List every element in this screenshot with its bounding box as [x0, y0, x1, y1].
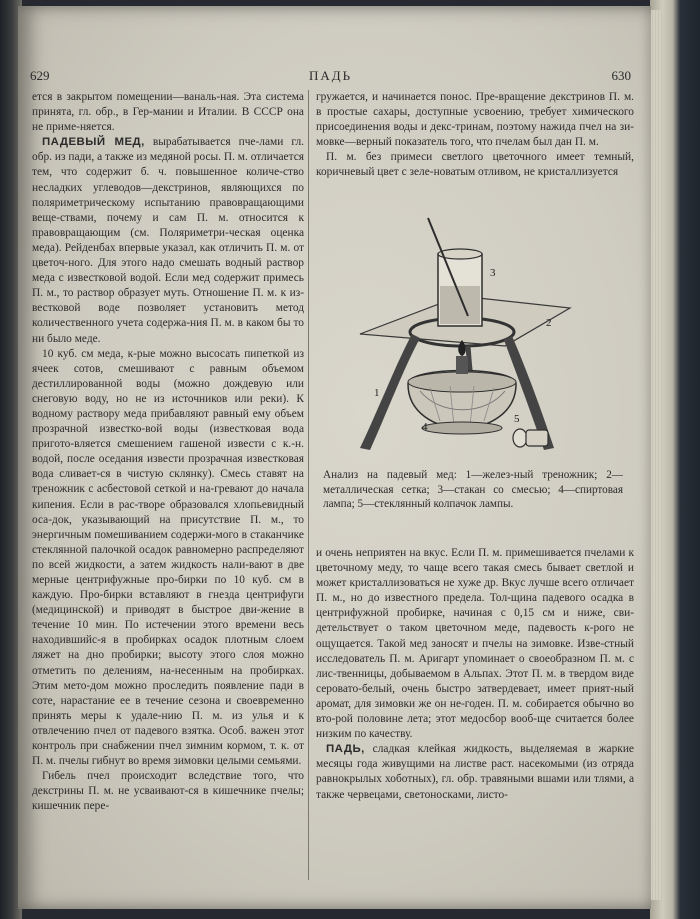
figure-caption: Анализ на падевый мед: 1—желез-ный треножник; 2—металлическая сетка; 3—стакан со смесью; 4—спиртовая лампа; 5—стеклянный колпачок лампы.	[323, 469, 623, 511]
death-paragraph: Гибель пчел происходит вследствие того, что декстрины П. м. не усваивают-ся в кишечнике пчелы; кишечник пере-	[32, 770, 304, 813]
figure-label-1: 1	[374, 387, 380, 399]
continued-text: гружается, и начинается понос. Пре-вращение декстринов П. м. в простые сахары, доступные усвоению, требует химического присоединения воды и декс-тринам, поэтому нажида пчел на зи-мовке—верный показатель того, что пчелам был дан П. м.	[316, 91, 634, 149]
entry-padj	[316, 742, 634, 802]
right-column-bottom	[316, 546, 634, 886]
entry-heading-padj: ПАДЬ,	[326, 743, 365, 756]
book-page	[18, 6, 651, 909]
entry-text: вырабатывается пче-лами гл. обр. из пади, а также из медяной росы. П. м. отличается тем, что содержит б. ч. повышенное количе-ство несладких углеводов—декстринов, являющихся по поляриметрическому испытанию правовращающими веще-ствами, почему и сам П. м. относится к правовращающим (см. Поляриметри-ческая оценка меда). Рейденбах впервые указал, как отличить П. м. от цветоч-ного. Для этого надо смешать водный раствор меда с известковой водой. Если мед содержит примесь П. м., то раствор образует муть. Отношение П. м. к из-вестковой воде позволяет установить метод количественного учета содержа-ния П. м. в каком бы то ни было меде.	[32, 136, 304, 345]
color-paragraph: П. м. без примеси светлого цветочного имеет темный, коричневый цвет с зеле-новатым отливом, не кристаллизуется	[316, 151, 634, 179]
figure-label-4: 4	[422, 421, 428, 433]
entry-padevyi-med	[32, 135, 304, 346]
taste-paragraph: и очень неприятен на вкус. Если П. м. примешивается пчелами к цветочному меду, то чаще всего такая смесь бывает светлой и может кристаллизоваться не хуже др. Вкус лучше всего отличает П. м., но до известного предела. Тол-щина падевого осадка в центрифужной пробирке, начиная с 0,15 см и ниже, сви-детельствует о таком цветочном меде, падевость к-рого не ощущается. Такой мед заносят и пчелы на зимовке. Изве-стный исследователь П. м. Аригарт упоминает о своеобразном П. м. с лис-твенницы, добываемом в Альпах. Этот П. м. в твердом виде серовато-белый, очень быстро затвердевает, имеет прият-ный аромат, для зимовки же он не-годен. П. м. собирается обычно во вто-рой половине лета; этот медосбор вооб-ще считается более низким по качеству.	[316, 547, 634, 741]
figure-label-5: 5	[514, 413, 520, 425]
figure-label-2: 2	[546, 317, 552, 329]
method-paragraph: 10 куб. см меда, к-рые можно высосать пипеткой из ячеек сотов, смешивают с равным объемом дестиллированной воды (можно дождевую или снеговую воду, но не из источников или реки). К водному раствору меда прибавляют равный ему объем прозрачной известко-вой воды (известковая вода пригото-вляется смешением гашеной извести с к.-н. водой, после оседания извести прозрачная известковая вода сливает-ся в чистую склянку). Смесь ставят на треножник с асбестовой сеткой и на-гревают до начала кипения. Если в рас-творе образовался хлопьевидный оса-док, указывающий на присутствие П. м., то энергичным помешиванием содержи-мого в стаканчике стеклянной палочкой осадок равномерно распределяют по всей жидкости, а затем жидкость нали-вают в две мерные центрифужные про-бирки по 10 куб. см в каждую. Про-бирки вставляют в гнезда центрифуги (медицинской) и приводят в быстрое дви-жение в течение 10 мин. По истечении этого времени весь находившийс-я в пробирках осадок плотным слоем ляжет на дно пробирки; высоту этого слоя можно отметить по делениям, на-несенным на пробирках. Этим мето-дом можно проследить появление пади в соте, нарастание ее в течение сезона и своевременно принять меры к удале-нию П. м. из улья и к отвлечению пчел от падевого взятка. Особ. важен этот контроль при снабжении пчел зимним кормом, т. к. от П. м. пчелы гибнут во время зимовки целыми семьями.	[32, 347, 304, 768]
page-header	[30, 68, 631, 88]
entry-text-padj: сладкая клейкая жидкость, выделяемая в жаркие месяцы года живущими на листве раст. насекомыми (из отряда равнокрылых хоботных), гл. обр. травяными вшами или тлями, а также червецами, светоносками, листо-	[316, 743, 634, 801]
column-divider	[308, 90, 309, 880]
running-title: ПАДЬ	[308, 68, 353, 83]
right-column-top	[316, 90, 634, 210]
entry-heading: ПАДЕВЫЙ МЕД,	[42, 136, 145, 149]
page-number-right: 630	[611, 68, 631, 83]
page-number-left: 629	[30, 68, 50, 83]
left-column	[32, 90, 304, 890]
apparatus-illustration	[340, 216, 590, 466]
figure-label-3: 3	[490, 267, 496, 279]
intro-text: ется в закрытом помещении—ваналь-ная. Эта система принята, гл. обр., в Гер-мании и Италии. В СССР она не приме-няется.	[32, 91, 304, 134]
